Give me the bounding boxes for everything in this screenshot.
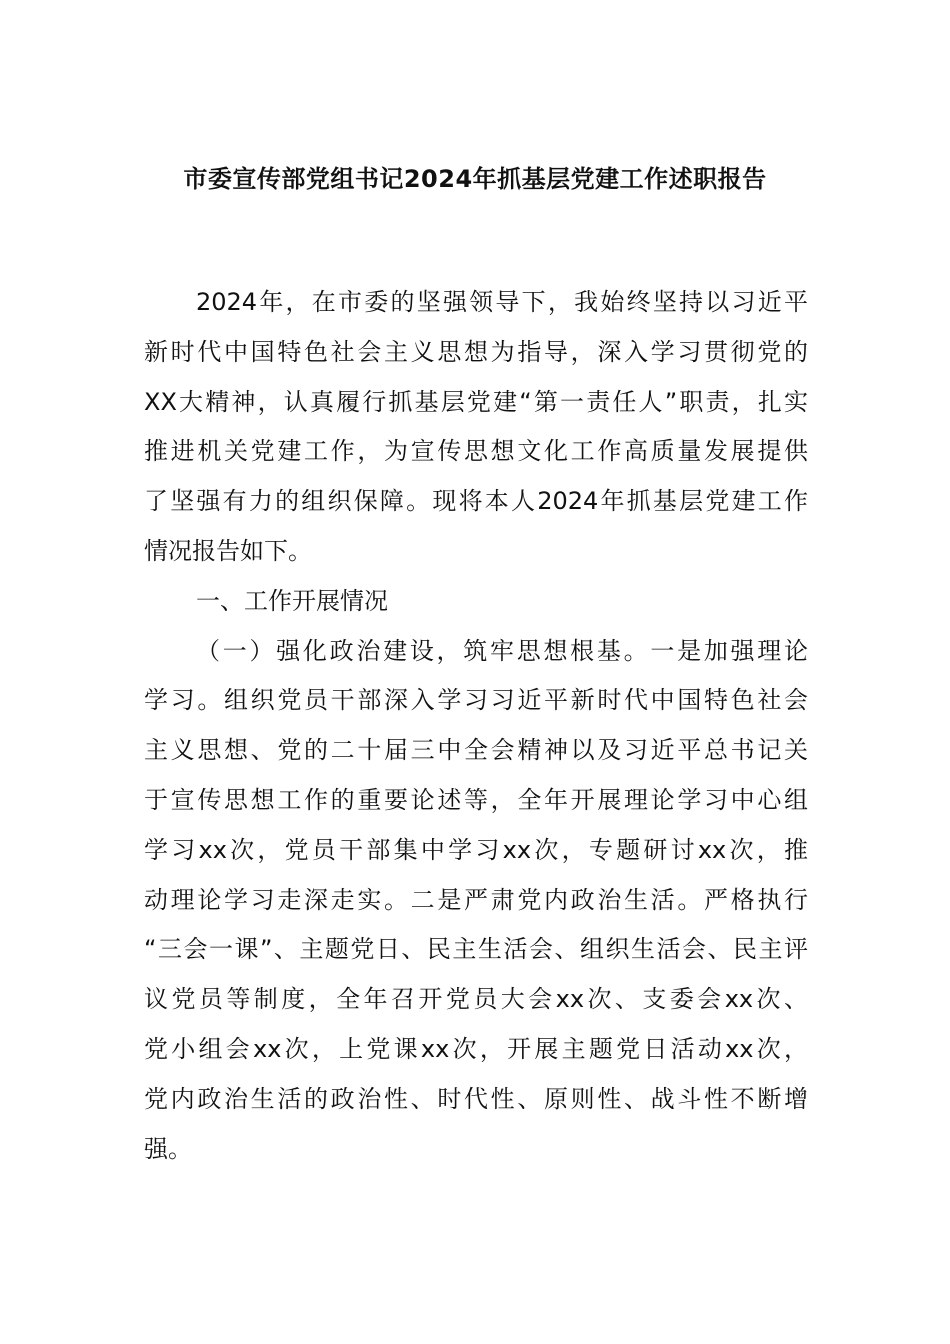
body-line: 2024年，在市委的坚强领导下，我始终坚持以习近平 bbox=[196, 288, 808, 316]
body-line: XX大精神，认真履行抓基层党建“第一责任人”职责，扎实 bbox=[144, 387, 808, 416]
body-line: 新时代中国特色社会主义思想为指导，深入学习贯彻党的 bbox=[144, 337, 808, 366]
body-line: 推进机关党建工作，为宣传思想文化工作高质量发展提供 bbox=[144, 437, 808, 466]
document-body bbox=[144, 278, 808, 1174]
document-title: 市委宣传部党组书记2024年抓基层党建工作述职报告 bbox=[183, 165, 767, 193]
body-line: （一）强化政治建设，筑牢思想根基。一是加强理论 bbox=[196, 636, 808, 665]
body-line: 学习xx次，党员干部集中学习xx次，专题研讨xx次，推 bbox=[144, 835, 808, 864]
body-line: 了坚强有力的组织保障。现将本人2024年抓基层党建工作 bbox=[144, 487, 808, 516]
body-line: 情况报告如下。 bbox=[144, 536, 312, 565]
body-line: 动理论学习走深走实。二是严肃党内政治生活。严格执行 bbox=[144, 885, 808, 914]
body-line: 党内政治生活的政治性、时代性、原则性、战斗性不断增 bbox=[144, 1084, 808, 1113]
body-line: 于宣传思想工作的重要论述等，全年开展理论学习中心组 bbox=[144, 785, 808, 814]
body-line: 学习。组织党员干部深入学习习近平新时代中国特色社会 bbox=[144, 686, 808, 715]
body-line: “三会一课”、主题党日、民主生活会、组织生活会、民主评 bbox=[144, 935, 808, 964]
body-line: 党小组会xx次，上党课xx次，开展主题党日活动xx次， bbox=[144, 1034, 808, 1063]
body-line: 议党员等制度，全年召开党员大会xx次、支委会xx次、 bbox=[144, 985, 808, 1014]
body-line: 强。 bbox=[144, 1134, 192, 1163]
body-line: 一、工作开展情况 bbox=[196, 586, 388, 615]
body-line: 主义思想、党的二十届三中全会精神以及习近平总书记关 bbox=[144, 736, 808, 765]
